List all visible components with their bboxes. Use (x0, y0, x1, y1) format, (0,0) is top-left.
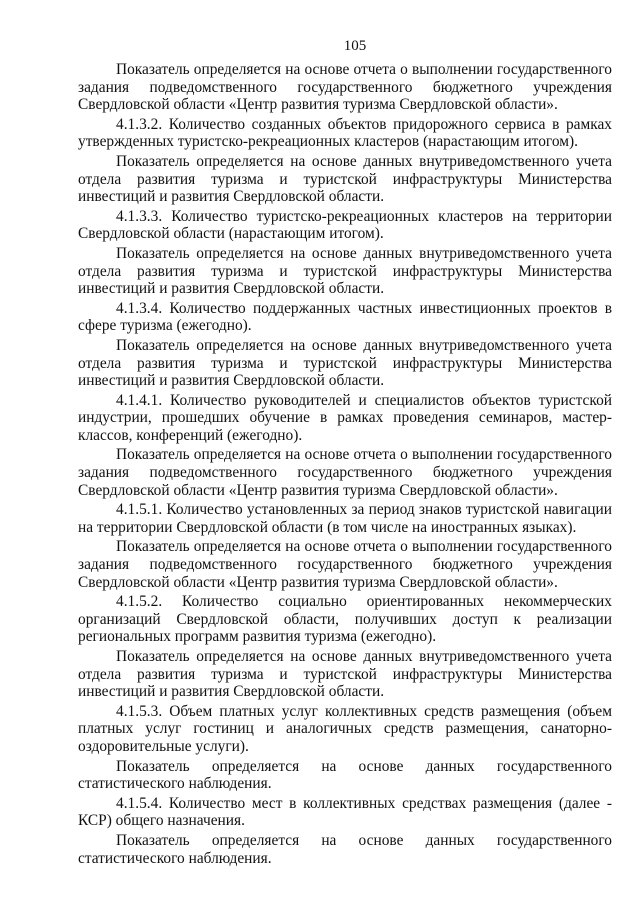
paragraph-17: Показатель определяется на основе данных государственного статистического наблюдения. (78, 831, 612, 867)
paragraph-16: 4.1.5.4. Количество мест в коллективных средствах размещения (далее - КСР) общего назначения. (78, 794, 612, 830)
paragraph-5: Показатель определяется на основе данных внутриведомственного учета отдела развития туризма и туристской инфраструктуры Министерства инвестиций и развития Свердловской области. (78, 244, 612, 298)
paragraph-8: 4.1.4.1. Количество руководителей и специалистов объектов туристской индустрии, прошедших обучение в рамках проведения семинаров, мастер-классов, конференций (ежегодно). (78, 391, 612, 444)
paragraph-13: Показатель определяется на основе данных внутриведомственного учета отдела развития туризма и туристской инфраструктуры Министерства инвестиций и развития Свердловской области. (78, 648, 612, 701)
paragraph-11: Показатель определяется на основе отчета о выполнении государственного задания подведомственного государственного бюджетного учреждения Свердловской области «Центр развития туризма Свердловской области». (78, 538, 612, 591)
paragraph-10: 4.1.5.1. Количество установленных за период знаков туристской навигации на территории Свердловской области (в том числе на иностранных языках). (78, 501, 612, 536)
paragraph-14: 4.1.5.3. Объем платных услуг коллективных средств размещения (объем платных услуг гостиниц и аналогичных средств размещения, санаторно-оздоровительные услуги). (78, 702, 612, 755)
paragraph-2: 4.1.3.2. Количество созданных объектов придорожного сервиса в рамках утвержденных туристско-рекреационных кластеров (нарастающим итогом). (78, 115, 612, 151)
paragraph-3: Показатель определяется на основе данных внутриведомственного учета отдела развития туризма и туристской инфраструктуры Министерства инвестиций и развития Свердловской области. (78, 152, 612, 206)
paragraph-6: 4.1.3.4. Количество поддержанных частных инвестиционных проектов в сфере туризма (ежегодно). (78, 299, 612, 335)
document-page (78, 36, 612, 869)
paragraph-12: 4.1.5.2. Количество социально ориентированных некоммерческих организаций Свердловской области, получивших доступ к реализации региональных программ развития туризма (ежегодно). (78, 593, 612, 646)
paragraph-4: 4.1.3.3. Количество туристско-рекреационных кластеров на территории Свердловской области (нарастающим итогом). (78, 207, 612, 243)
paragraph-15: Показатель определяется на основе данных государственного статистического наблюдения. (78, 757, 612, 793)
paragraph-1: Показатель определяется на основе отчета о выполнении государственного задания подведомственного государственного бюджетного учреждения Свердловской области «Центр развития туризма Свердловской области». (78, 61, 612, 114)
page-number: 105 (343, 38, 367, 54)
paragraph-7: Показатель определяется на основе данных внутриведомственного учета отдела развития туризма и туристской инфраструктуры Министерства инвестиций и развития Свердловской области. (78, 336, 612, 390)
paragraph-9: Показатель определяется на основе отчета о выполнении государственного задания подведомственного государственного бюджетного учреждения Свердловской области «Центр развития туризма Свердловской области». (78, 446, 612, 499)
